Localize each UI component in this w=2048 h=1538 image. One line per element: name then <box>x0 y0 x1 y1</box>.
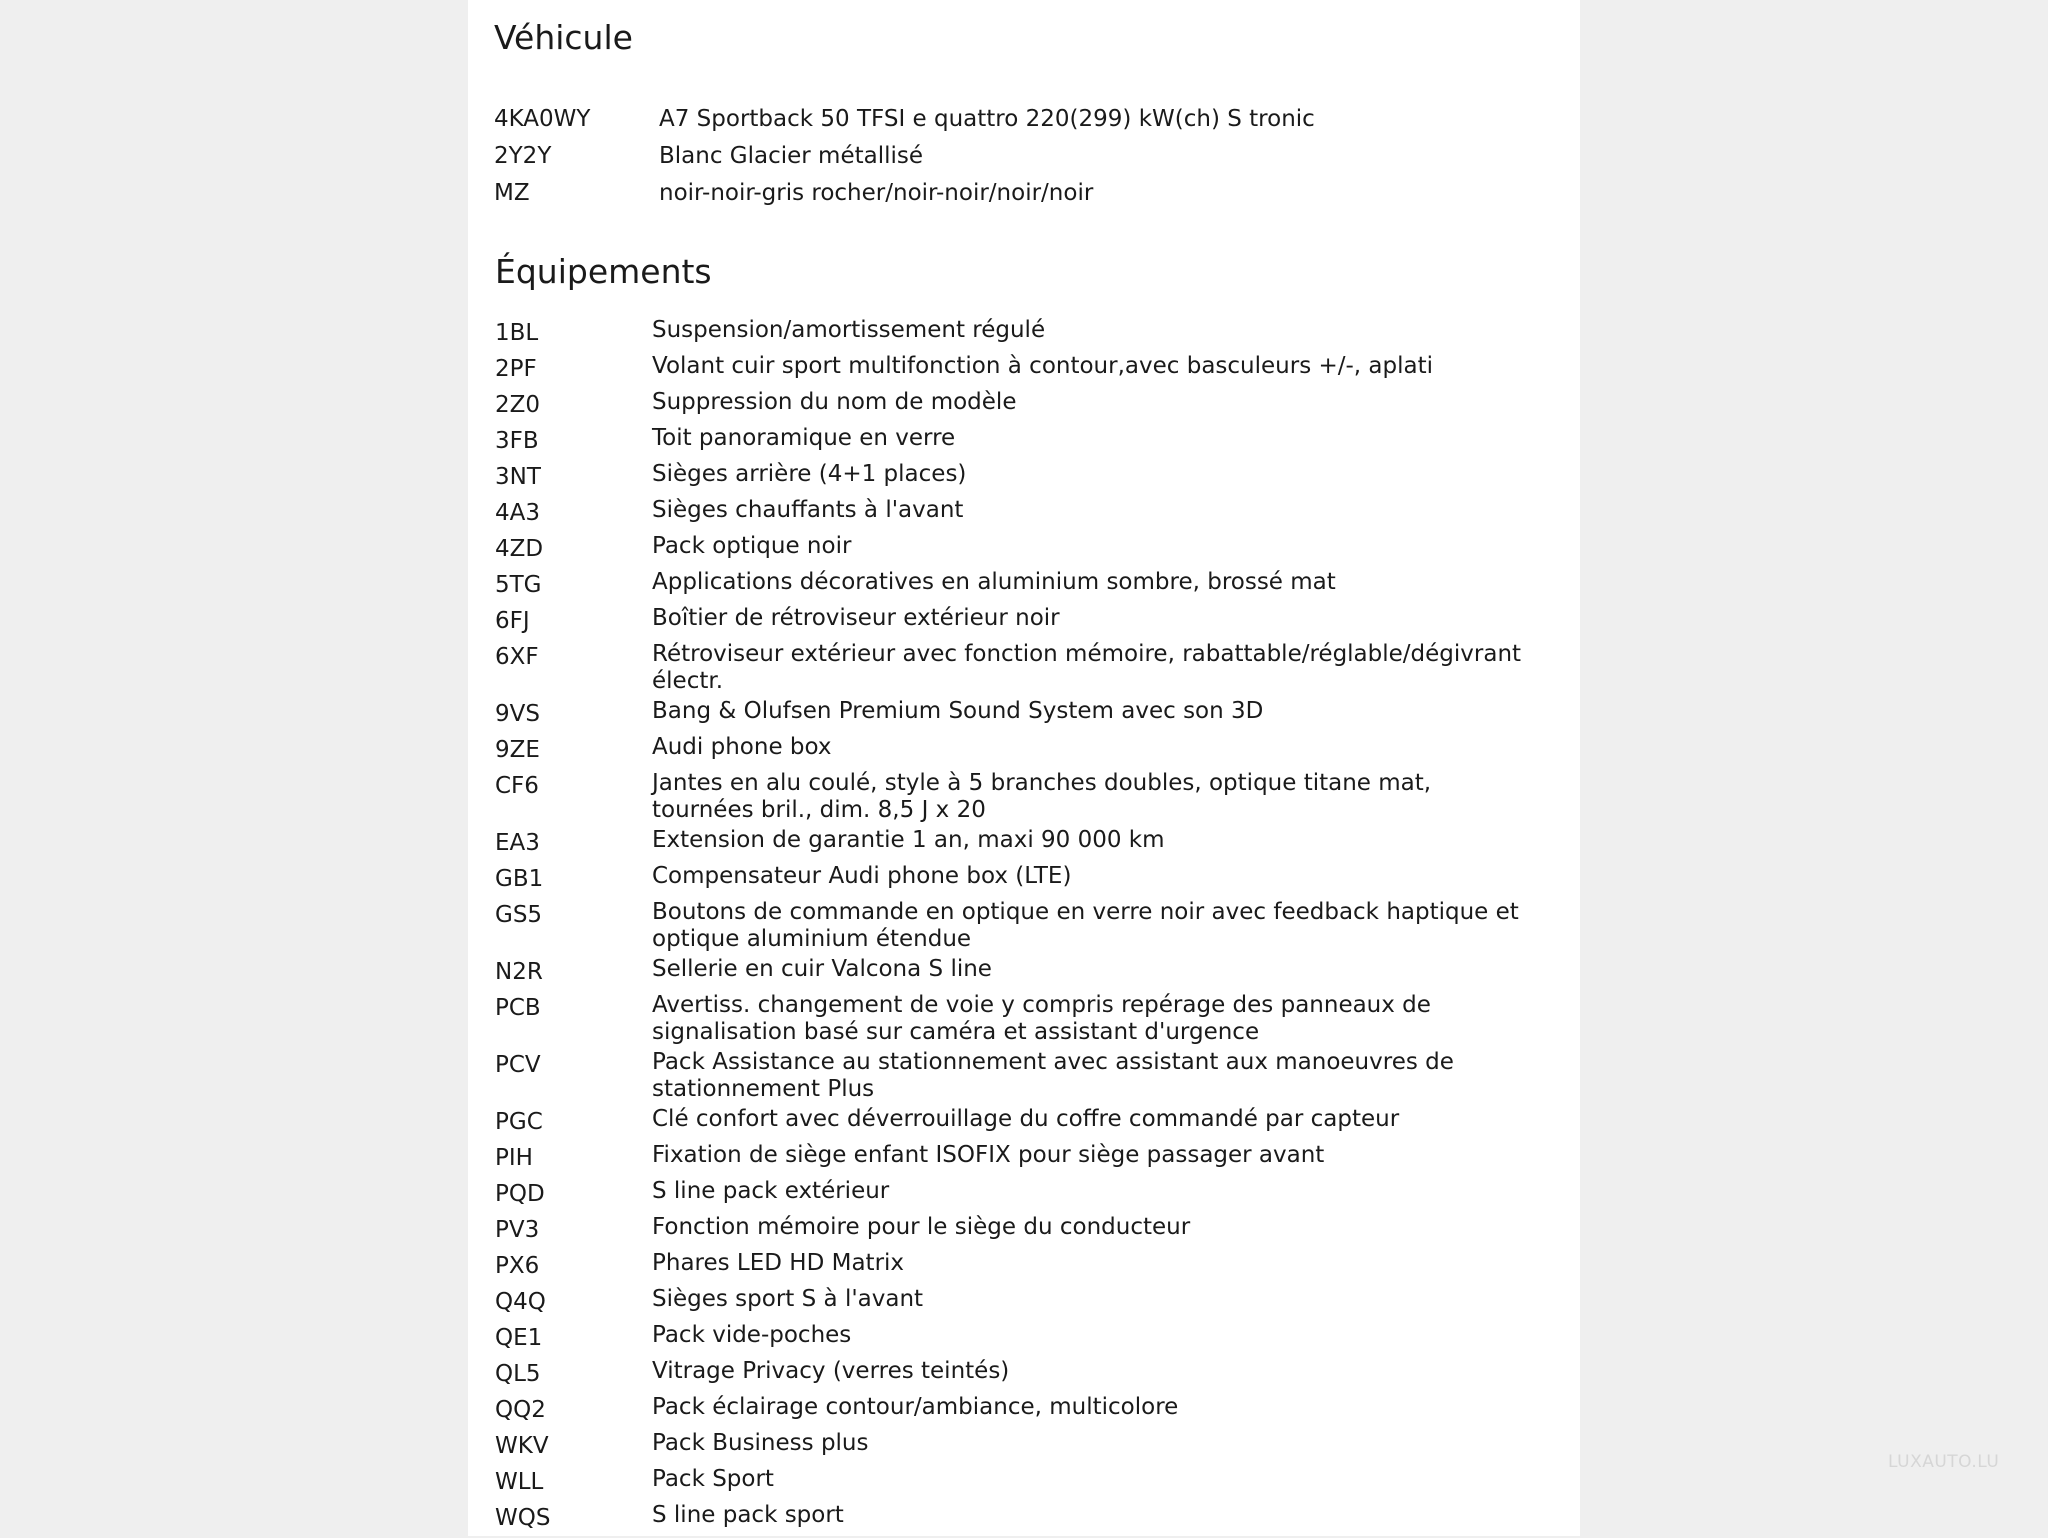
equipment-row <box>495 1466 1555 1502</box>
equipment-description: Bang & Olufsen Premium Sound System avec son 3D <box>652 698 1264 724</box>
equipment-description: S line pack extérieur <box>652 1178 890 1204</box>
equipment-code: 2PF <box>495 356 537 382</box>
equipment-description: Vitrage Privacy (verres teintés) <box>652 1358 1010 1384</box>
equipment-description: Suspension/amortissement régulé <box>652 317 1046 343</box>
document-page <box>468 0 1580 1536</box>
equipment-code: 1BL <box>495 320 539 346</box>
equipment-code: WQS <box>495 1505 551 1531</box>
equipment-code: EA3 <box>495 830 540 856</box>
equipment-code: 3NT <box>495 464 541 490</box>
equipment-code: PCB <box>495 995 541 1021</box>
equipment-row <box>495 1214 1555 1250</box>
equipment-description: Pack optique noir <box>652 533 852 559</box>
equipment-row <box>495 1178 1555 1214</box>
equipment-code: 5TG <box>495 572 542 598</box>
equipment-code: 6FJ <box>495 608 530 634</box>
equipment-description: Phares LED HD Matrix <box>652 1250 905 1276</box>
equipment-code: 9VS <box>495 701 540 727</box>
equipment-description: Boutons de commande en optique en verre noir avec feedback haptique et optique aluminium étendue <box>652 899 1519 952</box>
equipment-code: 4A3 <box>495 500 541 526</box>
equipment-row <box>495 389 1555 425</box>
equipment-code: Q4Q <box>495 1289 546 1315</box>
equipment-description: Pack éclairage contour/ambiance, multicolore <box>652 1394 1179 1420</box>
equipment-row <box>495 1358 1555 1394</box>
equipment-row <box>495 569 1555 605</box>
vehicle-description: noir-noir-gris rocher/noir-noir/noir/noir <box>659 179 1094 206</box>
equipment-row <box>495 770 1555 827</box>
equipment-description: Sièges chauffants à l'avant <box>652 497 964 523</box>
equipment-row <box>495 698 1555 734</box>
equipment-row <box>495 461 1555 497</box>
equipment-description: Sellerie en cuir Valcona S line <box>652 956 992 982</box>
equipment-description: Toit panoramique en verre <box>652 425 956 451</box>
equipment-description: Suppression du nom de modèle <box>652 389 1017 415</box>
equipment-code: 3FB <box>495 428 539 454</box>
equipment-row <box>495 1430 1555 1466</box>
vehicle-description: Blanc Glacier métallisé <box>659 142 924 169</box>
equipment-row <box>495 605 1555 641</box>
equipment-description: Clé confort avec déverrouillage du coffre commandé par capteur <box>652 1106 1400 1132</box>
equipment-row <box>495 956 1555 992</box>
equipment-code: N2R <box>495 959 543 985</box>
equipment-description: Volant cuir sport multifonction à contour,avec basculeurs +/-, aplati <box>652 353 1434 379</box>
equipment-code: PGC <box>495 1109 543 1135</box>
equipment-code: PCV <box>495 1052 541 1078</box>
equipment-row <box>495 1394 1555 1430</box>
equipment-row <box>495 1250 1555 1286</box>
equipment-code: QE1 <box>495 1325 543 1351</box>
equipment-row <box>495 1142 1555 1178</box>
vehicle-list <box>494 100 1554 211</box>
equipment-description: Jantes en alu coulé, style à 5 branches doubles, optique titane mat, tournées bril., dim. 8,5 J x 20 <box>652 770 1432 823</box>
watermark-text: LUXAUTO.LU <box>1888 1452 2000 1472</box>
equipment-description: Pack Assistance au stationnement avec assistant aux manoeuvres de stationnement Plus <box>652 1049 1454 1102</box>
equipment-description: Pack Sport <box>652 1466 774 1492</box>
equipment-description: Boîtier de rétroviseur extérieur noir <box>652 605 1060 631</box>
equipment-row <box>495 827 1555 863</box>
equipment-description: Compensateur Audi phone box (LTE) <box>652 863 1072 889</box>
equipment-row <box>495 353 1555 389</box>
equipment-code: 4ZD <box>495 536 544 562</box>
equipment-code: GS5 <box>495 902 543 928</box>
equipment-code: 9ZE <box>495 737 540 763</box>
equipment-row <box>495 863 1555 899</box>
equipment-description: Sièges arrière (4+1 places) <box>652 461 967 487</box>
equipment-code: WLL <box>495 1469 544 1495</box>
equipment-code: 2Z0 <box>495 392 541 418</box>
equipment-description: Applications décoratives en aluminium sombre, brossé mat <box>652 569 1336 595</box>
equipment-row <box>495 533 1555 569</box>
equipment-description: Sièges sport S à l'avant <box>652 1286 924 1312</box>
equipment-code: PX6 <box>495 1253 540 1279</box>
equipment-row <box>495 992 1555 1049</box>
equipment-code: WKV <box>495 1433 549 1459</box>
equipment-row <box>495 1106 1555 1142</box>
equipment-code: PV3 <box>495 1217 540 1243</box>
equipment-row <box>495 425 1555 461</box>
equipment-row <box>495 1502 1555 1538</box>
equipment-description: S line pack sport <box>652 1502 844 1528</box>
equipment-row <box>495 641 1555 698</box>
equipment-row <box>495 1322 1555 1358</box>
equipment-description: Rétroviseur extérieur avec fonction mémoire, rabattable/réglable/dégivrant électr. <box>652 641 1522 694</box>
vehicle-code: 2Y2Y <box>494 142 552 169</box>
equipment-code: PIH <box>495 1145 533 1171</box>
vehicle-row <box>494 137 1554 174</box>
equipment-code: QQ2 <box>495 1397 546 1423</box>
equipment-row <box>495 1049 1555 1106</box>
equipment-code: GB1 <box>495 866 544 892</box>
equipment-row <box>495 899 1555 956</box>
vehicle-row <box>494 100 1554 137</box>
equipment-code: CF6 <box>495 773 539 799</box>
vehicle-code: MZ <box>494 179 530 206</box>
equipment-list <box>495 317 1555 1538</box>
vehicle-row <box>494 174 1554 211</box>
vehicle-description: A7 Sportback 50 TFSI e quattro 220(299) kW(ch) S tronic <box>659 105 1315 132</box>
equipment-description: Pack vide-poches <box>652 1322 852 1348</box>
equipment-description: Audi phone box <box>652 734 832 760</box>
equipment-description: Extension de garantie 1 an, maxi 90 000 km <box>652 827 1165 853</box>
equipment-description: Pack Business plus <box>652 1430 869 1456</box>
equipment-code: QL5 <box>495 1361 541 1387</box>
equipment-code: PQD <box>495 1181 545 1207</box>
equipment-section-title: Équipements <box>495 252 712 291</box>
equipment-code: 6XF <box>495 644 539 670</box>
vehicle-code: 4KA0WY <box>494 105 591 132</box>
equipment-description: Fonction mémoire pour le siège du conducteur <box>652 1214 1191 1240</box>
equipment-row <box>495 497 1555 533</box>
equipment-description: Avertiss. changement de voie y compris repérage des panneaux de signalisation basé sur caméra et assistant d'urgence <box>652 992 1431 1045</box>
equipment-description: Fixation de siège enfant ISOFIX pour siège passager avant <box>652 1142 1325 1168</box>
equipment-row <box>495 734 1555 770</box>
equipment-row <box>495 1286 1555 1322</box>
vehicle-section-title: Véhicule <box>494 18 633 57</box>
equipment-row <box>495 317 1555 353</box>
